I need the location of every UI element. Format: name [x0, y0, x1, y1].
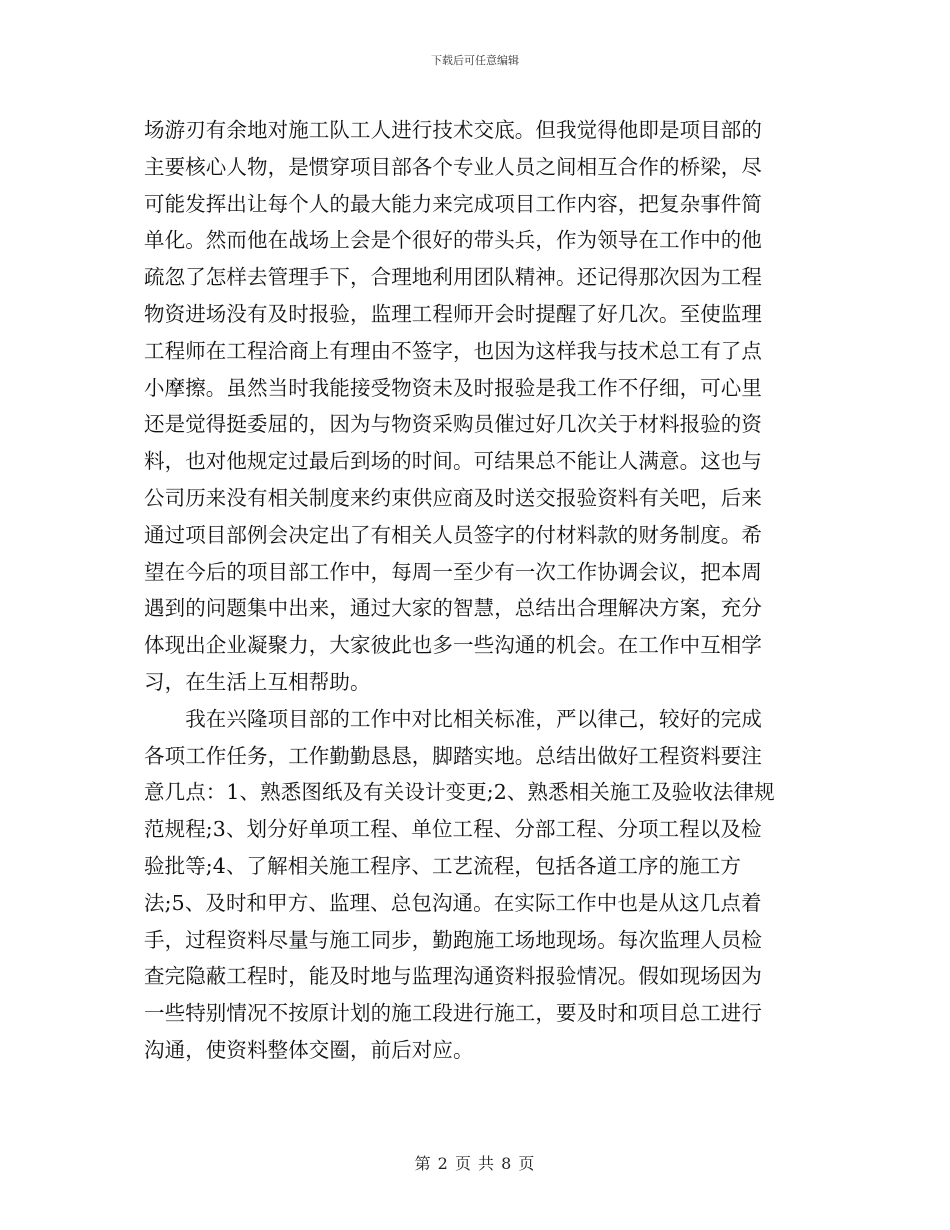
text-line: 习，在生活上互相帮助。 [144, 669, 371, 694]
text-line: 望在今后的项目部工作中，每周一至少有一次工作协调会议，把本周 [144, 559, 762, 584]
text-line: 料，也对他规定过最后到场的时间。可结果总不能让人满意。这也与 [144, 449, 762, 474]
text-line: 通过项目部例会决定出了有相关人员签字的付材料款的财务制度。希 [144, 522, 762, 547]
paragraph-1 [144, 112, 814, 701]
text-line: 手，过程资料尽量与施工同步，勤跑施工场地现场。每次监理人员检 [144, 927, 762, 952]
text-line: 意几点：1、熟悉图纸及有关设计变更;2、熟悉相关施工及验收法律规 [144, 780, 775, 805]
document-body [144, 112, 814, 1069]
text-line: 公司历来没有相关制度来约束供应商及时送交报验资料有关吧，后来 [144, 485, 762, 510]
text-line: 工程师在工程洽商上有理由不签字，也因为这样我与技术总工有了点 [144, 338, 762, 363]
text-line: 一些特别情况不按原计划的施工段进行施工，要及时和项目总工进行 [144, 1001, 762, 1026]
text-line: 法;5、及时和甲方、监理、总包沟通。在实际工作中也是从这几点着 [144, 890, 762, 915]
text-line: 可能发挥出让每个人的最大能力来完成项目工作内容，把复杂事件简 [144, 191, 762, 216]
text-line: 还是觉得挺委屈的，因为与物资采购员催过好几次关于材料报验的资 [144, 412, 762, 437]
text-line: 物资进场没有及时报验，监理工程师开会时提醒了好几次。至使监理 [144, 301, 762, 326]
text-line: 主要核心人物，是惯穿项目部各个专业人员之间相互合作的桥梁，尽 [144, 154, 762, 179]
text-line: 单化。然而他在战场上会是个很好的带头兵，作为领导在工作中的他 [144, 228, 762, 253]
text-line: 查完隐蔽工程时，能及时地与监理沟通资料报验情况。假如现场因为 [144, 964, 762, 989]
text-line: 疏忽了怎样去管理手下，合理地利用团队精神。还记得那次因为工程 [144, 265, 762, 290]
text-line: 小摩擦。虽然当时我能接受物资未及时报验是我工作不仔细，可心里 [144, 375, 762, 400]
page-number-footer: 第 2 页 共 8 页 [414, 1154, 536, 1173]
text-line: 验批等;4、了解相关施工程序、工艺流程，包括各道工序的施工方 [144, 853, 741, 878]
text-line: 遇到的问题集中出来，通过大家的智慧，总结出合理解决方案，充分 [144, 596, 762, 621]
paragraph-2 [144, 701, 814, 1069]
text-line: 场游刃有余地对施工队工人进行技术交底。但我觉得他即是项目部的 [144, 118, 762, 142]
text-line: 沟通，使资料整体交圈，前后对应。 [144, 1037, 474, 1062]
text-line: 范规程;3、划分好单项工程、单位工程、分部工程、分项工程以及检 [144, 817, 762, 842]
text-line: 我在兴隆项目部的工作中对比相关标准，严以律己，较好的完成 [144, 706, 762, 731]
page-header: 下载后可任意编辑 [431, 54, 519, 67]
text-line: 体现出企业凝聚力，大家彼此也多一些沟通的机会。在工作中互相学 [144, 633, 762, 658]
text-line: 各项工作任务，工作勤勤恳恳，脚踏实地。总结出做好工程资料要注 [144, 743, 762, 768]
